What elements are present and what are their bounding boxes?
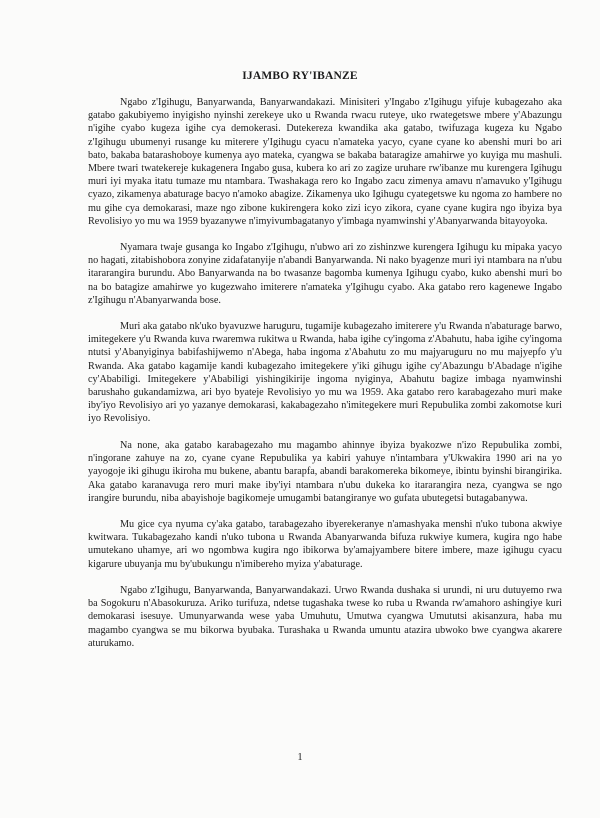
paragraph-text: Mu gice cya nyuma cy'aka gatabo, tarabagezaho ibyerekeranye n'amashyaka menshi n'uko tubona akwiye kwitwara. Tukabagezaho kandi n'uko tubona u Rwanda Abanyarwanda bifuza rukwiye kumera, kugira ngo habe umutekano uhamye, ari wo ngombwa kugira ngo ibikorwa by'amajyambere bitere imbere, maze igihugu cyacu kigarure ubuyanja mu by'ubukungu n'imibereho myiza y'abaturage. xyxy=(88,519,562,570)
paragraph-text: Na none, aka gatabo karabagezaho mu magambo ahinnye ibyiza byakozwe n'izo Repubulika zombi, n'ingorane zahuye na zo, cyane cyane Repubulika ya kabiri yahuye n'intambara y'Ukwakira 1990 ari na yo yayogoje iki gihugu ikiroha mu bukene, abantu barapfa, abandi barakomereka bikomeye, ibintu byinshi birangirika. Aka gatabo karanavuga rero muri make iby'iyi ntambara n'ubu dukeka ko itararangira neza, cyangwa se ngo irangire burundu, niba abayishoje bagikomeje umugambi batangiranye wo gufata ubutegetsi butagabanywa. xyxy=(88,440,562,504)
paragraph xyxy=(88,241,562,307)
paragraph xyxy=(88,320,562,426)
paragraph-text: Nyamara twaje gusanga ko Ingabo z'Igihugu, n'ubwo ari zo zishinzwe kurengera Igihugu ku mipaka yacyo no hagati, zitabishobora zonyine zidafatanyije n'abandi Banyarwanda. Ni nako byagenze muri iyi ntambara na n'ubu itararangira burundu. Abo Banyarwanda na bo twasanze bagomba kumenya Igihugu cyabo, kuko abenshi muri bo na bo batagize amahirwe yo kugezwaho imiterere n'amateka y'Igihugu cyabo. Aka gatabo rero kagenewe Ingabo z'Igihugu n'Abanyarwanda bose. xyxy=(88,242,562,306)
paragraph-text: Ngabo z'Igihugu, Banyarwanda, Banyarwandakazi. Urwo Rwanda dushaka si urundi, ni uru dutuyemo rwa ba Sogokuru n'Abasokuruza. Ariko turifuza, ndetse tugashaka twese ko ruba u Rwanda rw'amahoro ashingiye kuri demokarasi isesuye. Umunyarwanda wese yaba Umuhutu, Umutwa cyangwa Umututsi akisanzura, haba mu magambo cyangwa se mu bikorwa byubaka. Turashaka u Rwanda umuntu atazira ubwoko bwe cyangwa akarere aturukamo. xyxy=(88,585,562,649)
page-number: 1 xyxy=(297,752,303,763)
document-title: IJAMBO RY'IBANZE xyxy=(242,70,358,82)
paragraph-text: Muri aka gatabo nk'uko byavuzwe haruguru, tugamije kubagezaho imiterere y'u Rwanda n'abaturage barwo, imitegekere y'u Rwanda kuva rwaremwa rukitwa u Rwanda, haba igihe cy'ingoma z'Abahutu, haba igihe cy'ingoma ntutsi y'Abanyiginya babifashijwemo n'Abega, haba ingoma z'Abahutu zo mu majyaruguru no mu majyepfo y'u Rwanda. Aka gatabo kagamije kandi kubagezaho imitegekere y'iki gihugu igihe cy'Abazungu b'Abadage n'igihe cy'Ababiligi. Imitegekere y'Ababiligi yishingikirije ingoma nyiginya, Abahutu bagize imbaga nyamwinshi barushaho gukandamizwa, ari byo byateje Revolisiyo yo mu wa 1959. Aka gatabo rero karabagezaho muri make iby'iyo Revolisiyo ari yo yazanye demokarasi, kakabagezaho n'imitegekere muri Repubulika zombi zakomotse kuri iyo Revolisiyo. xyxy=(88,321,562,425)
paragraph xyxy=(88,439,562,505)
paragraph xyxy=(88,96,562,228)
paragraph xyxy=(88,584,562,650)
paragraph-text: Ngabo z'Igihugu, Banyarwanda, Banyarwandakazi. Minisiteri y'Ingabo z'Igihugu yifuje kubagezaho aka gatabo gakubiyemo inyigisho nyinshi zerekeye uko u Rwanda rwacu ruteye, uko rwategetswe mbere y'Abazungu n'igihe cyabo kugeza igihe cya demokerasi. Dutekereza kwandika aka gatabo, twifuzaga kugeza ku Ngabo z'Igihugu ubumenyi rusange ku miterere y'Igihugu cyacu n'amateka yacyo, cyane cyane ko abenshi muri bo ari bato, bakaba batarashoboye kumenya ayo mateka, cyangwa se bakaba bataragize amahirwe yo kuyiga mu mashuli. Mbere twari twatekereje kukagenera Ingabo gusa, kubera ko ari zo zagize uruhare rw'ibanze mu kurengera Igihugu muri iyi myaka itatu tumaze mu ntambara. Twashakaga rero ko Ingabo zacu zimenya amavu n'amavuko y'Igihugu cyazo, zikamenya abaturage bacyo n'amoko abagize. Zikamenya uko Igihugu cyategetswe ku ngoma zo hambere no mu gihe cya demokarasi, maze ngo zibone kukirengera koko zizi icyo zikora, cyane cyane kugira ngo ibyiza bya Revolisiyo yo mu wa 1959 byazanywe n'imyivumbagatanyo y'imbaga nyamwinshi y'Abanyarwanda bitayoyoka. xyxy=(88,97,562,227)
paragraph xyxy=(88,518,562,571)
